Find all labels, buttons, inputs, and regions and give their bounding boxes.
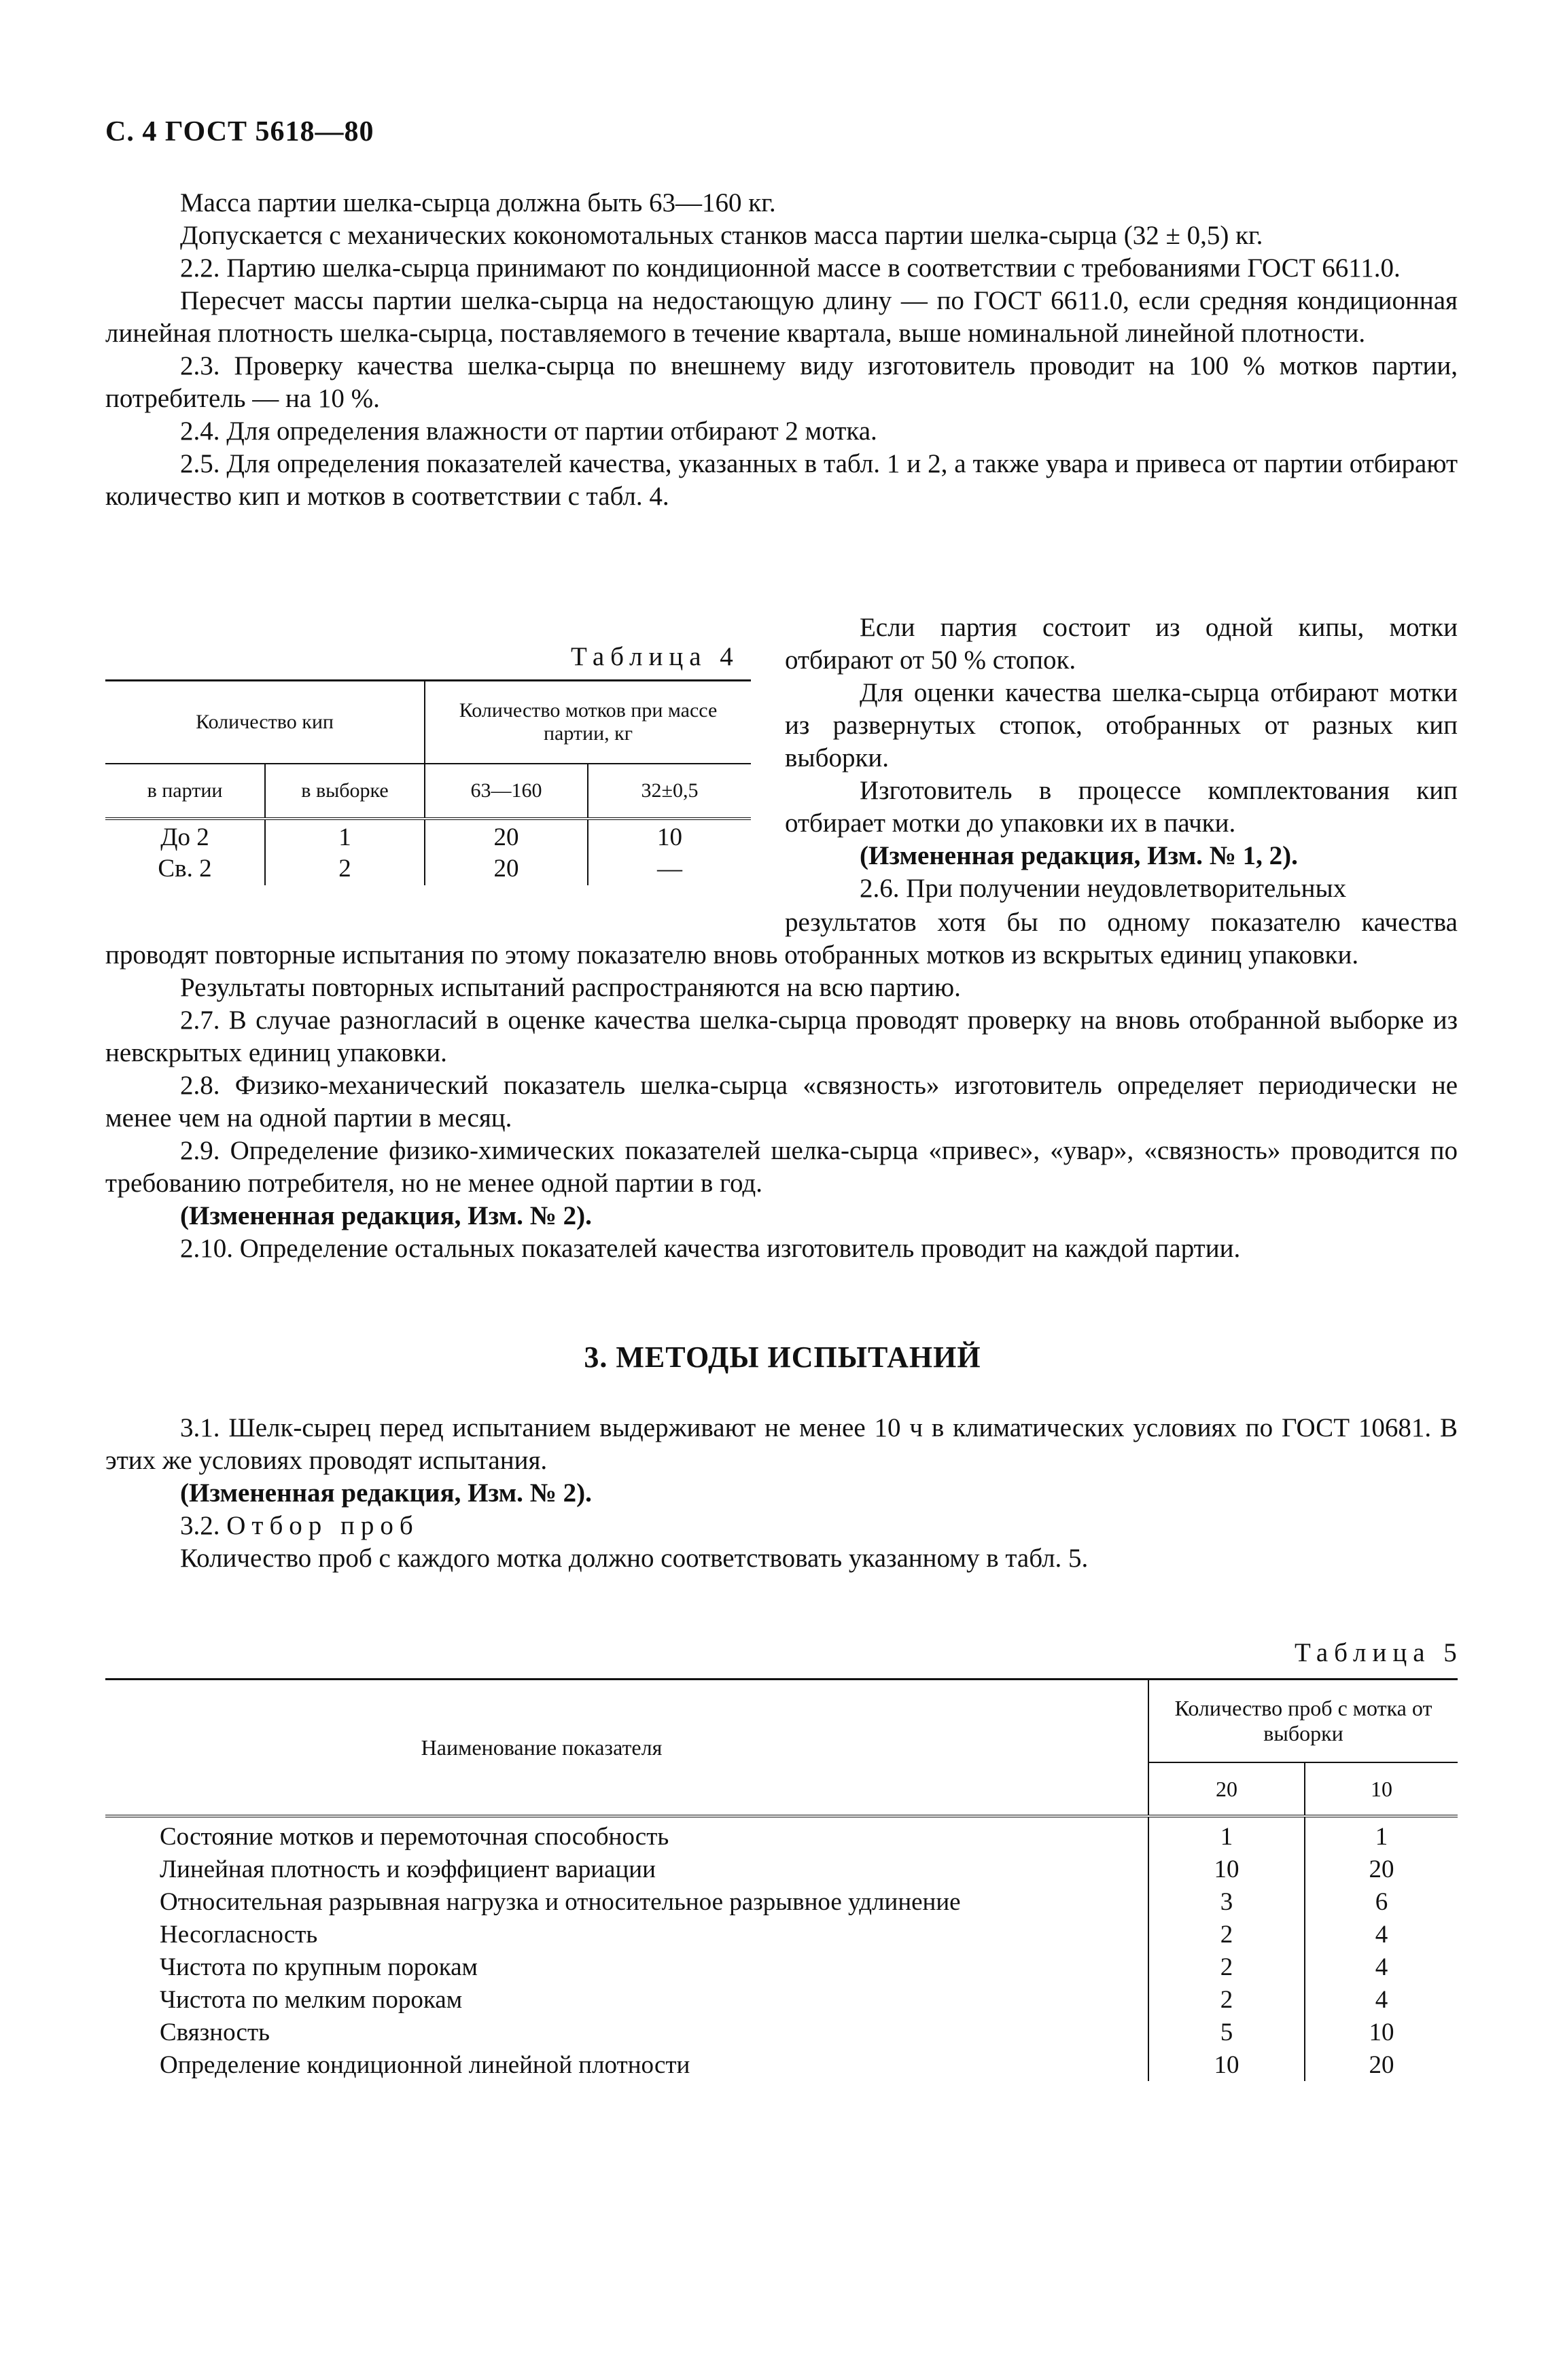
table-cell: Определение кондиционной линейной плотности: [160, 2050, 690, 2079]
table-cell: Связность: [160, 2018, 270, 2046]
table-cell: 10: [1148, 1853, 1305, 1885]
table-cell: 20: [425, 854, 588, 885]
table4: [105, 679, 751, 885]
table-cell: Состояние мотков и перемоточная способность: [105, 1816, 1148, 1853]
paragraph: Если партия состоит из одной кипы, мотки отбирают от 50 % стопок.: [785, 613, 1458, 675]
section-title: 3. МЕТОДЫ ИСПЫТАНИЙ: [584, 1340, 981, 1374]
table-cell: 4: [1305, 1918, 1458, 1951]
amendment-note: (Измененная редакция, Изм. № 1, 2).: [860, 841, 1298, 870]
text-block-right: [785, 611, 1458, 905]
table4-header-mass1: 63—160: [425, 764, 588, 819]
text-block-middle: [105, 906, 1458, 1265]
table-cell: Линейная плотность и коэффициент вариации: [160, 1855, 656, 1883]
table-row: [105, 1951, 1458, 1983]
table-cell: Несогласность: [160, 1920, 318, 1949]
text-block-top: [105, 187, 1458, 513]
table-row: [105, 2016, 1458, 2048]
table-cell: 5: [1148, 2016, 1305, 2048]
table4-header-vyborke: в выборке: [265, 764, 425, 819]
table-row: [105, 1853, 1458, 1885]
table-cell: 4: [1305, 1983, 1458, 2016]
table-row: [105, 2048, 1458, 2081]
clause-title: Отбор проб: [226, 1511, 419, 1540]
table-cell: 20: [1305, 2048, 1458, 2081]
table-row: [105, 819, 751, 854]
paragraph: [105, 1510, 1458, 1542]
paragraph: Пересчет массы партии шелка-сырца на недостающую длину — по ГОСТ 6611.0, если средняя кондиционная линейная плотность шелка-сырца, поставляемого в течение квартала, выше номинальной линейной плотности.: [105, 286, 1458, 348]
table5-header-col2: 10: [1305, 1762, 1458, 1816]
table5-header-col1: 20: [1148, 1762, 1305, 1816]
paragraph: 2.2. Партию шелка-сырца принимают по кондиционной массе в соответствии с требованиями ГОСТ 6611.0.: [180, 253, 1401, 283]
table4-header-kip: Количество кип: [105, 681, 425, 764]
table-cell: 10: [1305, 2016, 1458, 2048]
paragraph: результатов хотя бы по одному показателю качества проводят повторные испытания по этому показателю вновь отобранных мотков из вскрытых единиц упаковки.: [105, 908, 1458, 970]
table-cell: Относительная разрывная нагрузка и относительное разрывное удлинение: [160, 1887, 961, 1916]
table-cell: 4: [1305, 1951, 1458, 1983]
amendment-note: (Измененная редакция, Изм. № 2).: [180, 1201, 592, 1230]
paragraph: 2.4. Для определения влажности от партии отбирают 2 мотка.: [180, 416, 877, 446]
paragraph: Для оценки качества шелка-сырца отбирают мотки из развернутых стопок, отобранных от разных кип выборки.: [785, 678, 1458, 772]
paragraph: Результаты повторных испытаний распространяются на всю партию.: [180, 973, 961, 1002]
table-cell: 2: [265, 854, 425, 885]
table-row: [105, 1983, 1458, 2016]
table-cell: До 2: [105, 819, 265, 854]
table-cell: 2: [1148, 1918, 1305, 1951]
table4-header-partii: в партии: [105, 764, 265, 819]
table-cell: 10: [588, 819, 751, 854]
table-cell: Чистота по мелким порокам: [160, 1985, 463, 2014]
paragraph: 2.6. При получении неудовлетворительных: [860, 874, 1347, 903]
table-cell: 10: [1148, 2048, 1305, 2081]
page-header: С. 4 ГОСТ 5618—80: [105, 116, 374, 147]
paragraph: Изготовитель в процессе комплектования кип отбирает мотки до упаковки их в пачки.: [785, 776, 1458, 838]
table4-header-mass2: 32±0,5: [588, 764, 751, 819]
table-cell: Св. 2: [158, 855, 212, 883]
table5-header-count: Количество проб с мотка от выборки: [1148, 1680, 1458, 1763]
table-cell: Чистота по крупным порокам: [160, 1953, 478, 1981]
text-block-section3: [105, 1412, 1458, 1575]
table-row: [105, 854, 751, 885]
amendment-note: (Измененная редакция, Изм. № 2).: [180, 1478, 592, 1508]
table-row: [105, 1816, 1458, 1853]
paragraph: Допускается с механических кокономотальных станков масса партии шелка-сырца (32 ± 0,5) кг.: [180, 221, 1263, 250]
paragraph: 3.1. Шелк-сырец перед испытанием выдерживают не менее 10 ч в климатических условиях по ГОСТ 10681. В этих же условиях проводят испытания.: [105, 1413, 1458, 1475]
paragraph: Количество проб с каждого мотка должно соответствовать указанному в табл. 5.: [180, 1544, 1089, 1573]
table-cell: 20: [1305, 1853, 1458, 1885]
table5-header-name: Наименование показателя: [105, 1680, 1148, 1817]
paragraph: 2.3. Проверку качества шелка-сырца по внешнему виду изготовитель проводит на 100 % мотков партии, потребитель — на 10 %.: [105, 351, 1458, 413]
table-cell: 2: [1148, 1951, 1305, 1983]
table-cell: 1: [265, 819, 425, 854]
table-cell: —: [588, 854, 751, 885]
paragraph: 2.8. Физико-механический показатель шелка-сырца «связность» изготовитель определяет периодически не менее чем на одной партии в месяц.: [105, 1071, 1458, 1133]
paragraph: 2.9. Определение физико-химических показателей шелка-сырца «привес», «увар», «связность» проводится по требованию потребителя, но не менее одной партии в год.: [105, 1136, 1458, 1198]
table4-header-motkov: Количество мотков при массе партии, кг: [425, 681, 751, 764]
clause-number: 3.2.: [180, 1511, 220, 1540]
table5: [105, 1678, 1458, 2081]
table-cell: 3: [1148, 1885, 1305, 1918]
paragraph: Масса партии шелка-сырца должна быть 63—160 кг.: [180, 188, 776, 217]
table5-caption: Таблица 5: [1295, 1638, 1463, 1667]
table4-caption: Таблица 4: [571, 642, 739, 671]
table-row: [105, 1885, 1458, 1918]
table-cell: 20: [425, 819, 588, 854]
table-cell: 2: [1148, 1983, 1305, 2016]
table-cell: 6: [1305, 1885, 1458, 1918]
table-cell: 1: [1305, 1816, 1458, 1853]
table-row: [105, 1918, 1458, 1951]
paragraph: 2.7. В случае разногласий в оценке качества шелка-сырца проводят проверку на вновь отобранной выборке из невскрытых единиц упаковки.: [105, 1006, 1458, 1067]
paragraph: 2.5. Для определения показателей качества, указанных в табл. 1 и 2, а также увара и привеса от партии отбирают количество кип и мотков в соответствии с табл. 4.: [105, 449, 1458, 511]
paragraph: 2.10. Определение остальных показателей качества изготовитель проводит на каждой партии.: [180, 1234, 1241, 1263]
table-cell: 1: [1148, 1816, 1305, 1853]
